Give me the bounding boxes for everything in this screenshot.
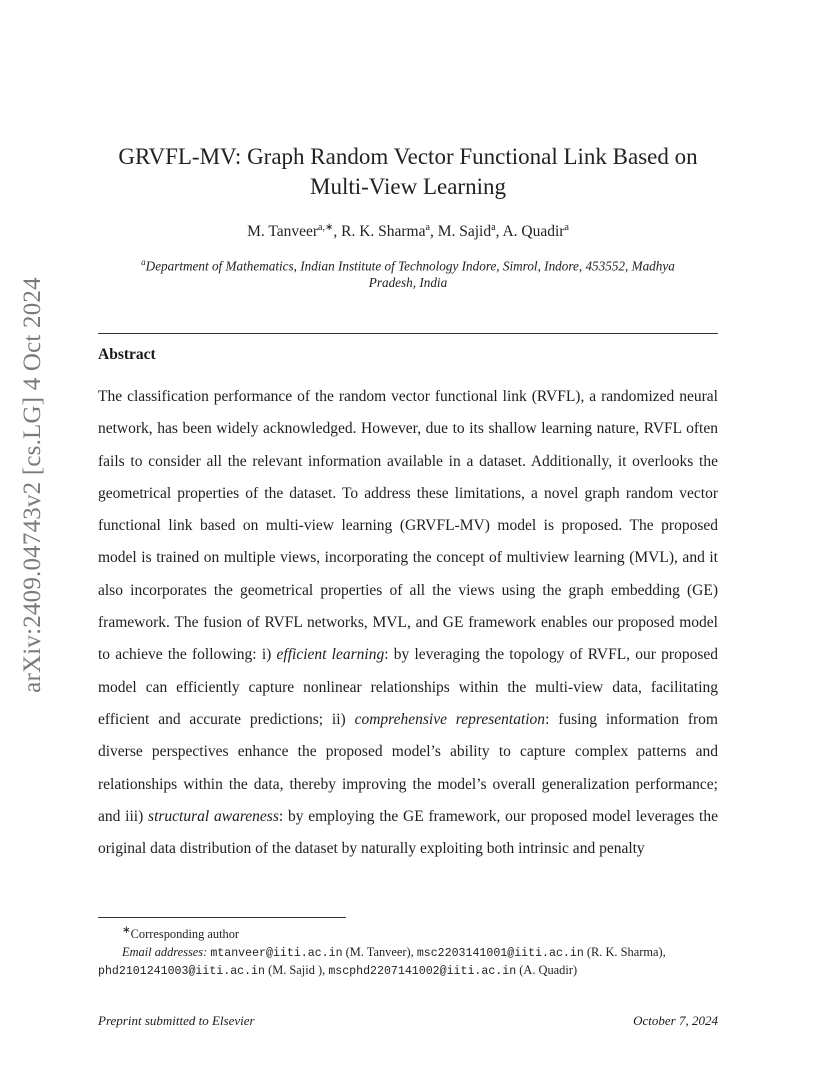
author-name: M. Tanveer — [247, 223, 319, 241]
email-link[interactable]: msc2203141001@iiti.ac.in — [416, 946, 584, 960]
affiliation — [98, 254, 718, 291]
email-link[interactable]: mtanveer@iiti.ac.in — [210, 946, 343, 960]
abstract-segment: : by leveraging the topology of RVFL, our proposed model can efficiently capture nonlinear relationships within the multi-view data, facilitating efficient and accurate predictions; ii) — [98, 646, 718, 728]
author-affiliation-mark: a — [564, 222, 569, 233]
author-name: M. Sajid — [437, 223, 492, 241]
title-line-1: GRVFL-MV: Graph Random Vector Functional Link Based on — [118, 144, 698, 169]
email-owner: (A. Quadir) — [516, 963, 578, 978]
email-link[interactable]: phd2101241003@iiti.ac.in — [98, 965, 265, 979]
header-rule — [98, 333, 718, 334]
author-separator: , — [333, 223, 342, 241]
abstract-segment: : by employing the GE framework, our proposed model leverages the original data distribution of the dataset by naturally exploiting both intrinsic and penalty — [98, 807, 718, 858]
email-owner: (R. K. Sharma), — [583, 944, 666, 959]
author-list — [98, 222, 718, 241]
abstract-text — [98, 381, 718, 865]
footnote-mark: ∗ — [122, 925, 131, 936]
email-label: Email addresses: — [122, 944, 208, 959]
email-addresses — [98, 944, 718, 981]
corresponding-author-note — [98, 922, 718, 944]
abstract-segment: : fusing information from diverse perspectives enhance the proposed model’s ability to capture complex patterns and relationships within the data, thereby improving the model’s overall generalization performance; and iii) — [98, 710, 718, 825]
email-owner: (M. Tanveer), — [342, 944, 417, 959]
author-affiliation-mark: a — [425, 222, 430, 233]
submission-date: October 7, 2024 — [633, 1013, 718, 1028]
footnote-rule — [98, 917, 346, 918]
arxiv-id-text: arXiv:2409.04743v2 [cs.LG] 4 Oct 2024 — [19, 277, 47, 693]
arxiv-identifier-stamp — [16, 277, 50, 693]
affiliation-mark: a — [141, 257, 146, 267]
author-affiliation-mark: a,∗ — [318, 222, 334, 233]
abstract-heading: Abstract — [98, 346, 156, 363]
author-affiliation-mark: a — [491, 222, 496, 233]
title-line-2: Multi-View Learning — [310, 174, 506, 199]
author-separator: , — [429, 223, 438, 241]
abstract-segment: The classification performance of the random vector functional link (RVFL), a randomized neural network, has been widely acknowledged. However, due to its shallow learning nature, RVFL often fails to consider all the relevant information available in a dataset. Additionally, it overlooks the geometrical properties of the dataset. To address these limitations, a novel graph random vector functional link based on multi-view learning (GRVFL-MV) model is proposed. The proposed model is trained on multiple views, incorporating the concept of multiview learning (MVL), and it also incorporates the geometrical properties of all the views using the graph embedding (GE) framework. The fusion of RVFL networks, MVL, and GE framework enables our proposed model to achieve the following: i) — [98, 388, 718, 664]
author-name: R. K. Sharma — [341, 223, 426, 241]
corresponding-author-label: Corresponding author — [130, 927, 240, 942]
abstract-emphasis: efficient learning — [276, 646, 385, 664]
preprint-note: Preprint submitted to Elsevier — [98, 1013, 255, 1028]
abstract-emphasis: comprehensive representation — [354, 710, 546, 728]
author-separator: , — [495, 223, 503, 241]
affiliation-line-2: Pradesh, India — [368, 275, 448, 291]
paper-title — [98, 142, 718, 202]
email-owner: (M. Sajid ), — [264, 963, 329, 978]
affiliation-line-1: Department of Mathematics, Indian Institute of Technology Indore, Simrol, Indore, 453552, Madhya — [145, 258, 675, 274]
author-name: A. Quadir — [502, 223, 565, 241]
abstract-emphasis: structural awareness — [148, 807, 279, 825]
footnote — [98, 922, 718, 981]
email-link[interactable]: mscphd2207141002@iiti.ac.in — [328, 965, 517, 979]
